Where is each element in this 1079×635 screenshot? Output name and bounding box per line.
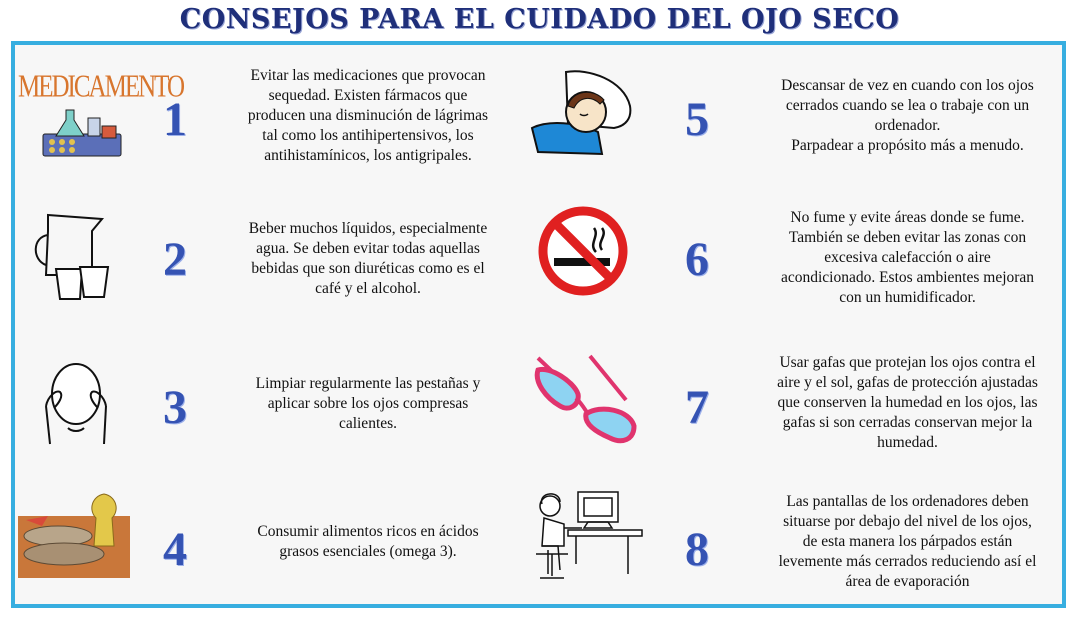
tip-text-3 <box>208 374 528 434</box>
tip-line: levemente más cerrados reduciendo así el <box>778 553 1037 570</box>
tip-line: ordenador. <box>874 117 941 134</box>
tip-line: de esta manera los párpados están <box>802 533 1013 550</box>
tip-number-7: 7 <box>685 381 709 434</box>
tip-line: antihistamínicos, los antigripales. <box>264 147 472 164</box>
jug-glasses-icon <box>30 205 115 305</box>
tip-line: Parpadear a propósito más a menudo. <box>791 137 1024 154</box>
tip-text-4 <box>208 522 528 562</box>
tip-number-5: 5 <box>685 93 709 146</box>
tip-line: tal como los antihipertensivos, los <box>262 127 474 144</box>
tip-line: No fume y evite áreas donde se fume. <box>790 209 1025 226</box>
tip-line: que conserven la humedad en los ojos, las <box>777 394 1038 411</box>
tip-text-1 <box>208 66 528 166</box>
tip-number-2: 2 <box>163 233 187 286</box>
tip-line: sequedad. Existen fármacos que <box>268 87 468 104</box>
tip-line: agua. Se deben evitar todas aquellas <box>256 240 480 257</box>
no-smoking-icon <box>538 206 628 296</box>
tip-line: También se deben evitar las zonas con <box>788 229 1027 246</box>
tip-text-7 <box>745 353 1070 453</box>
tip-line: con un humidificador. <box>839 289 976 306</box>
tip-line: Evitar las medicaciones que provocan <box>250 67 486 84</box>
tip-line: Consumir alimentos ricos en ácidos <box>257 523 479 540</box>
medicine-icon <box>18 70 184 162</box>
tip-line: Usar gafas que protejan los ojos contra el <box>779 354 1036 371</box>
tip-line: Limpiar regularmente las pestañas y <box>255 375 481 392</box>
tip-line: Beber muchos líquidos, especialmente <box>248 220 488 237</box>
tip-number-8: 8 <box>685 523 709 576</box>
tip-number-6: 6 <box>685 233 709 286</box>
tip-line: acondicionado. Estos ambientes mejoran <box>780 269 1035 286</box>
tip-line: Las pantallas de los ordenadores deben <box>786 493 1029 510</box>
tip-number-3: 3 <box>163 381 187 434</box>
page-title: CONSEJOS PARA EL CUIDADO DEL OJO SECO <box>179 4 900 35</box>
sleeping-person-icon <box>528 66 638 156</box>
tip-line: excesiva calefacción o aire <box>824 249 991 266</box>
tip-line: producen una disminución de lágrimas <box>247 107 489 124</box>
computer-desk-icon <box>528 484 646 584</box>
glasses-icon <box>530 352 645 447</box>
tip-text-2 <box>208 219 528 299</box>
tip-line: cerrados cuando se lea o trabaje con un <box>785 97 1030 114</box>
tip-number-4: 4 <box>163 523 187 576</box>
fish-oil-icon <box>18 490 130 582</box>
tip-number-1: 1 <box>163 93 187 146</box>
tip-text-8 <box>745 492 1070 592</box>
tip-line: situarse por debajo del nivel de los ojos, <box>783 513 1032 530</box>
tip-line: bebidas que son diuréticas como es el <box>251 260 485 277</box>
tip-line: humedad. <box>877 434 938 451</box>
tip-text-5 <box>745 76 1070 156</box>
tip-line: área de evaporación <box>845 573 970 590</box>
medicine-label: MEDICAMENTO <box>18 70 184 104</box>
tip-line: calientes. <box>338 415 398 432</box>
tip-line: aire y el sol, gafas de protección ajustadas <box>777 374 1038 391</box>
tip-text-6 <box>745 208 1070 308</box>
tip-line: café y el alcohol. <box>315 280 421 297</box>
tip-line: gafas si son cerradas conservan mejor la <box>782 414 1033 431</box>
rubbing-eyes-icon <box>38 356 118 448</box>
tip-line: Descansar de vez en cuando con los ojos <box>781 77 1034 94</box>
tip-line: grasos esenciales (omega 3). <box>279 543 457 560</box>
tip-line: aplicar sobre los ojos compresas <box>267 395 469 412</box>
